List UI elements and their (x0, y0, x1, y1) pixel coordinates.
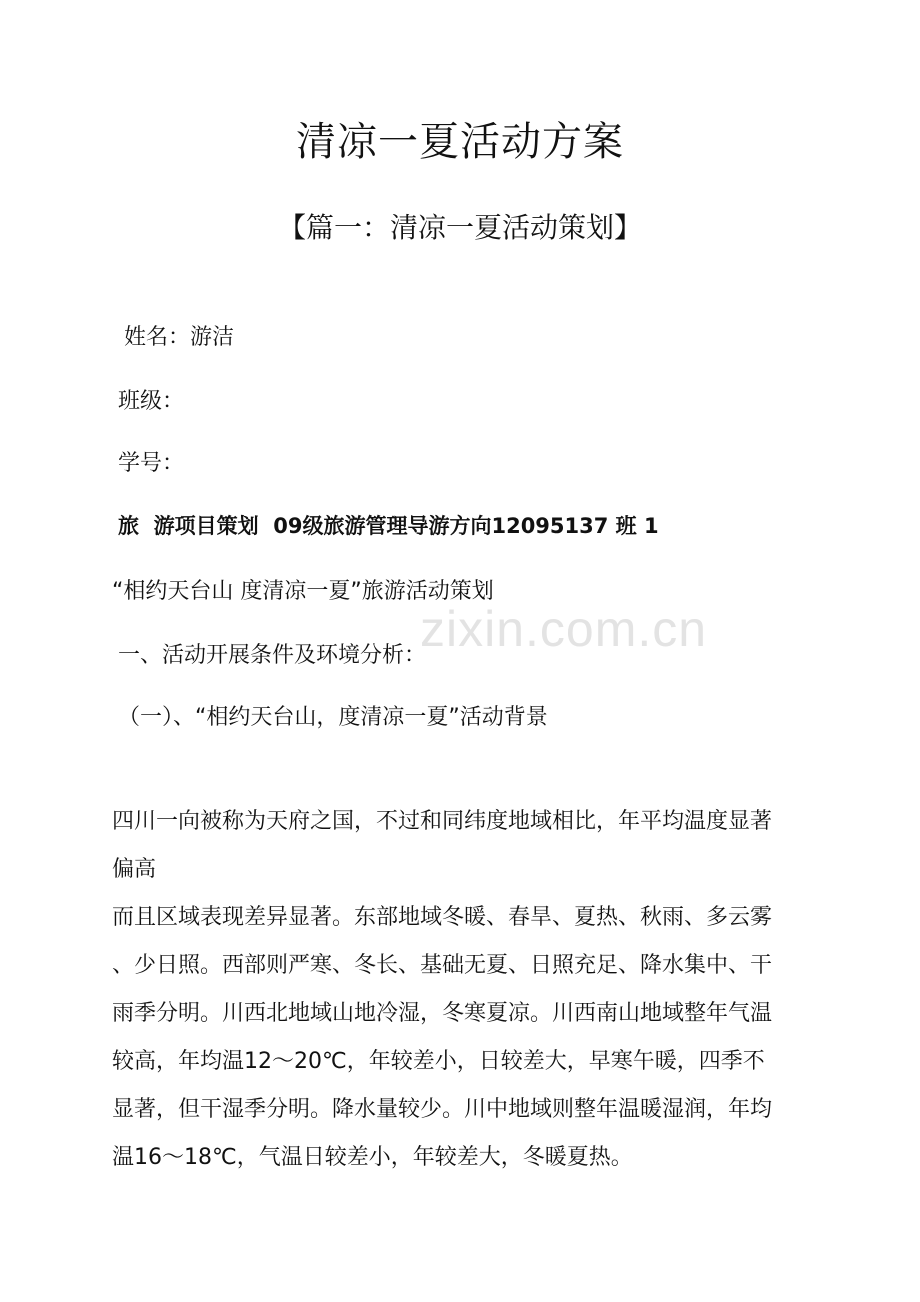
watermark: zixin.com.cn (420, 601, 708, 657)
paragraph-line: 而且区域表现差异显著。东部地域冬暖、春旱、夏热、秋雨、多云雾 (112, 905, 773, 930)
name-field: 姓名：游洁 (124, 325, 235, 350)
document-title: 清凉一夏活动方案 (296, 119, 624, 165)
plan-title: “相约天台山 度清凉一夏”旅游活动策划 (112, 579, 494, 604)
subsection-heading: （一）、“相约天台山，度清凉一夏”活动背景 (118, 705, 548, 730)
student-id-field: 学号： (118, 451, 185, 476)
paragraph-line: 温16～18℃，气温日较差小，年较差大，冬暖夏热。 (112, 1145, 633, 1170)
paragraph-line: 、少日照。西部则严寒、冬长、基础无夏、日照充足、降水集中、干 (112, 953, 773, 978)
course-line: 旅 游项目策划 09级旅游管理导游方向12095137 班 1 (118, 514, 659, 538)
paragraph-line: 偏高 (112, 857, 157, 882)
class-field: 班级： (118, 389, 185, 414)
document-subtitle: 【篇一：清凉一夏活动策划】 (277, 211, 642, 244)
paragraph-line: 较高，年均温12～20℃，年较差小，日较差大，早寒午暖，四季不 (112, 1049, 765, 1074)
section-heading: 一、活动开展条件及环境分析： (118, 643, 427, 668)
paragraph-line: 显著，但干湿季分明。降水量较少。川中地域则整年温暖湿润，年均 (112, 1097, 773, 1122)
paragraph-line: 四川一向被称为天府之国，不过和同纬度地域相比，年平均温度显著 (112, 809, 773, 834)
paragraph-line: 雨季分明。川西北地域山地冷湿，冬寒夏凉。川西南山地域整年气温 (112, 1001, 773, 1026)
